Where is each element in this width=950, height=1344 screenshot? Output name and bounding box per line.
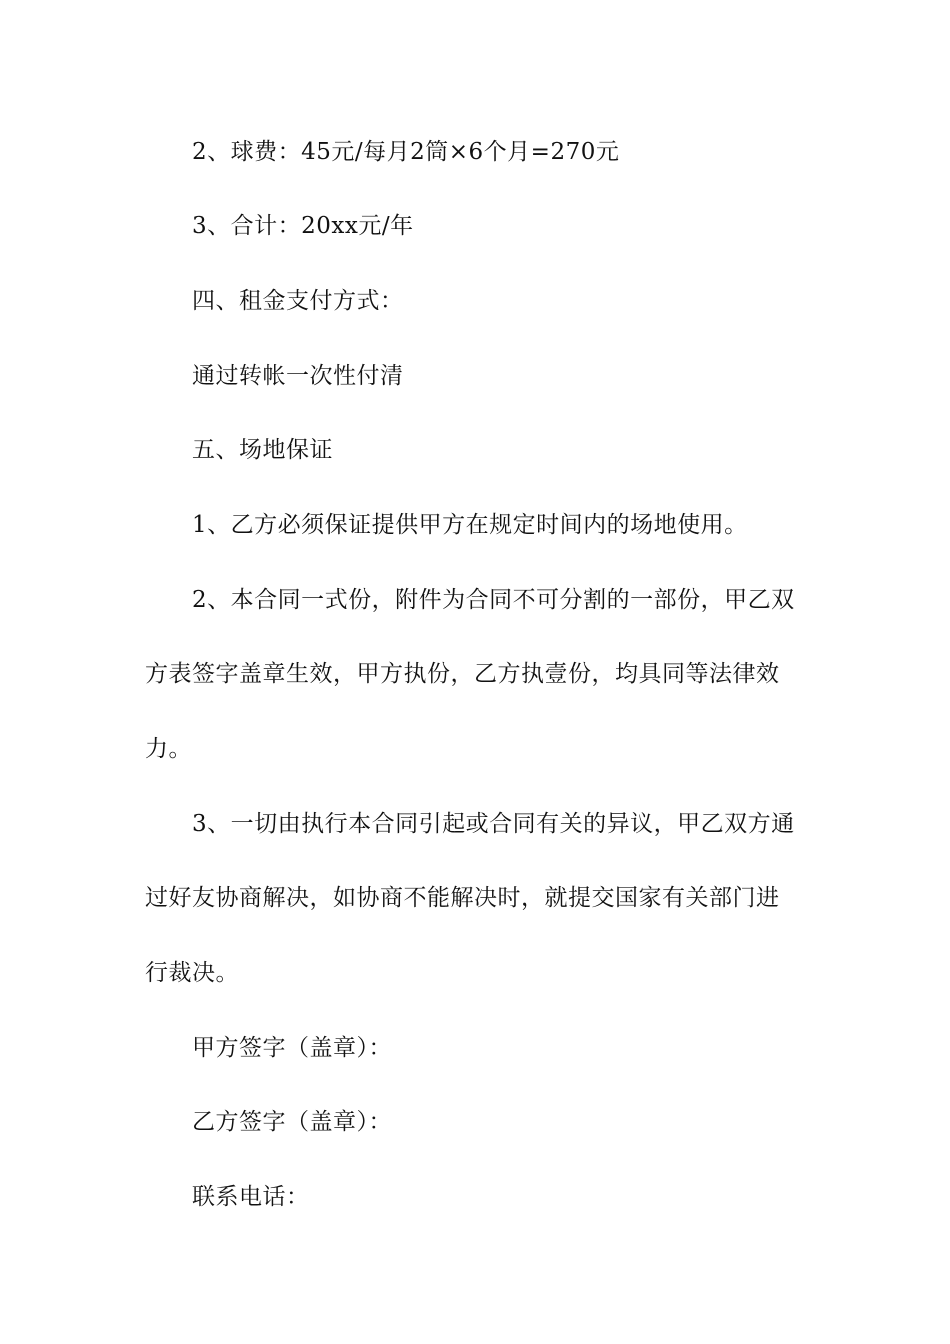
paragraph-venue-3-line1: 3、一切由执行本合同引起或合同有关的异议，甲乙双方通 <box>192 811 795 837</box>
paragraph-venue-3-line2: 过好友协商解决，如协商不能解决时，就提交国家有关部门进 <box>145 885 780 911</box>
paragraph-total: 3、合计：20xx元/年 <box>192 213 414 239</box>
contact-phone: 联系电话： <box>192 1184 310 1210</box>
signature-party-a: 甲方签字（盖章）： <box>192 1035 392 1061</box>
signature-party-b: 乙方签字（盖章）： <box>192 1109 392 1135</box>
section-heading-payment: 四、租金支付方式： <box>192 288 404 314</box>
paragraph-venue-3-line3: 行裁决。 <box>145 960 239 986</box>
paragraph-venue-2-line3: 力。 <box>145 736 192 762</box>
section-heading-venue: 五、场地保证 <box>192 437 333 463</box>
paragraph-venue-2-line1: 2、本合同一式份，附件为合同不可分割的一部份，甲乙双 <box>192 587 795 613</box>
paragraph-venue-1: 1、乙方必须保证提供甲方在规定时间内的场地使用。 <box>192 512 748 538</box>
paragraph-payment-method: 通过转帐一次性付清 <box>192 363 404 389</box>
paragraph-venue-2-line2: 方表签字盖章生效，甲方执份，乙方执壹份，均具同等法律效 <box>145 661 780 687</box>
paragraph-ball-fee: 2、球费：45元/每月2筒×6个月=270元 <box>192 139 620 165</box>
